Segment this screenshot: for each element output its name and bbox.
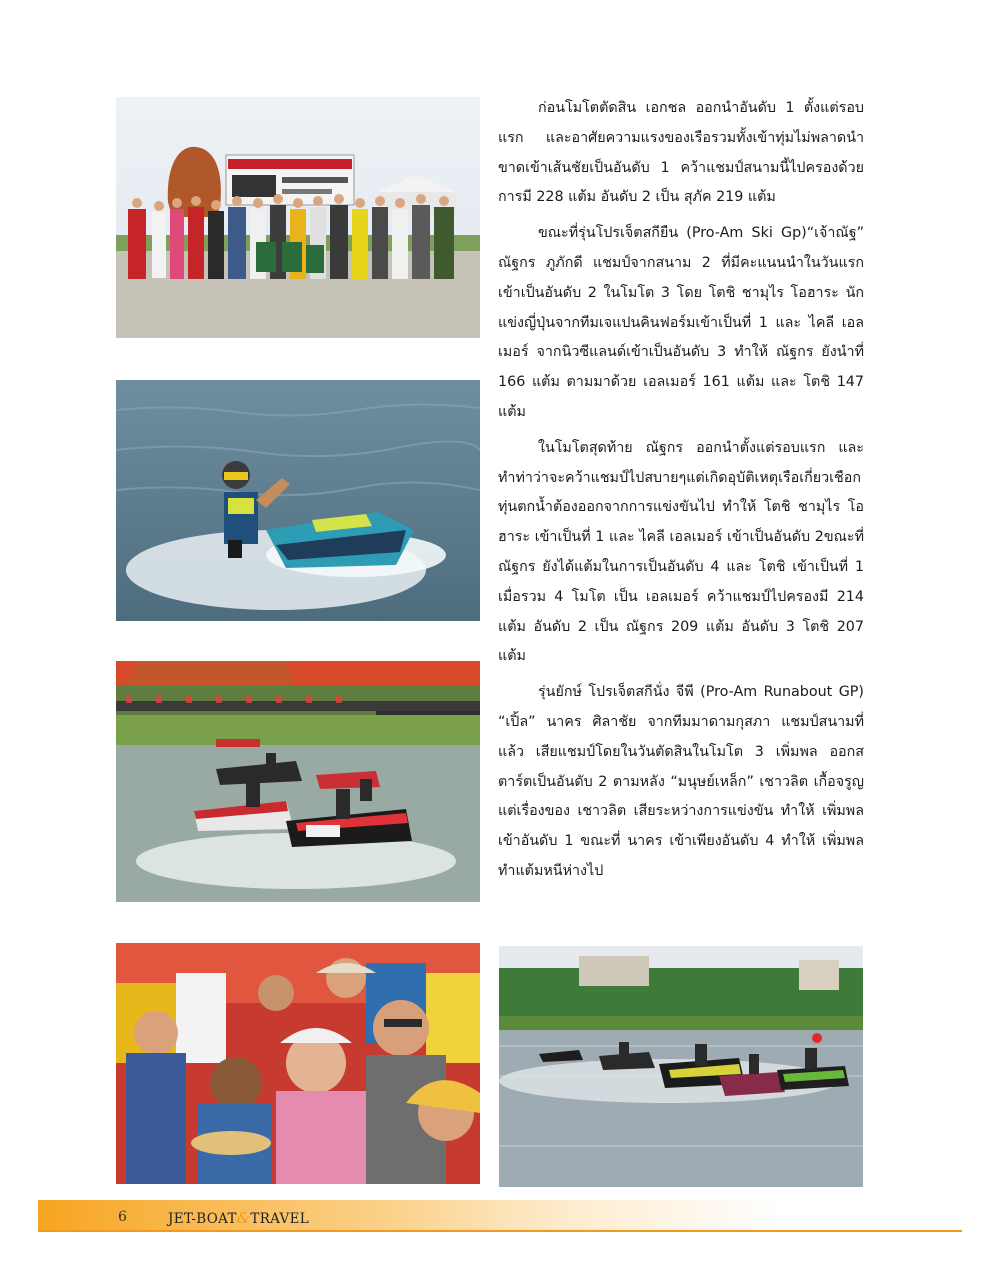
article-paragraph-1: ก่อนโมโตตัดสิน เอกชล ออกนำอันดับ 1 ตั้งแต่รอบแรก และอาศัยความแรงของเรือรวมทั้งเข้าทุ่มไม่พลาดนำขาดเข้าเส้นชัยเป็นอันดับ 1 คว้าแชมป์สนามนี้ไปครองด้วยการมี 228 แต้ม อันดับ 2 เป็น สุภัค 219 แต้ม [498,100,864,206]
crowd-photo [116,943,480,1184]
magazine-brand [168,1209,309,1227]
lake-race-photo [499,946,863,1187]
article-paragraph-4: รุ่นยักษ์ โปรเจ็ตสกีนั่ง จีพี (Pro-Am Runabout GP) “เปิ้ล” นาคร ศิลาชัย จากทีมมาดามกุสภา แชมป์สนามที่แล้ว เสียแชมป์โดยในวันตัดสินในโมโต 3 เพิ่มพล ออกสตาร์ตเป็นอันดับ 2 ตามหลัง “มนุษย์เหล็ก” เชาวลิต เกื้อจรูญ แต่เรื่องของ เชาวลิต เสียระหว่างการแข่งขัน ทำให้ เพิ่มพล เข้าอันดับ 1 ขณะที่ นาคร เข้าเพียงอันดับ 4 ทำให้ เพิ่มพล ทำแต้มหนีห่างไป [498,684,864,879]
jetski-rider-photo [116,380,480,621]
race-photo [116,661,480,902]
brand-left: JET-BOAT [168,1211,237,1227]
footer-rule [38,1230,962,1232]
article-paragraph-2: ขณะที่รุ่นโปรเจ็ตสกียืน (Pro-Am Ski Gp)“เจ้าณัฐ” ณัฐกร ภูภักดี แชมป์จากสนาม 2 ที่มีคะแนนนำในวันแรก เข้าเป็นอันดับ 2 ในโมโต 3 โดย โตชิ ชามุไร โอฮาระ นักแข่งญี่ปุ่นจากทีมเจแปนคินฟอร์มเข้าเป็นที่ 1 และ ไคลี เอลเมอร์ จากนิวซีแลนด์เข้าเป็นอันดับ 3 ทำให้ ณัฐกร ยังนำที่ 166 แต้ม ตามมาด้วย เอลเมอร์ 161 แต้ม และ โตชิ 147 แต้ม [498,225,864,420]
group-photo [116,97,480,338]
page-number: 6 [118,1209,127,1225]
brand-ampersand: & [236,1209,251,1227]
brand-right: TRAVEL [250,1211,310,1227]
article-paragraph-3: ในโมโตสุดท้าย ณัฐกร ออกนำตั้งแต่รอบแรก และทำท่าว่าจะคว้าแชมป์ไปสบายๆแต่เกิดอุบัติเหตุเรือเกี่ยวเชือกทุ่นตกน้ำต้องออกจากการแข่งขันไป ทำให้ โตชิ ชามุไร โอฮาระ เข้าเป็นที่ 1 และ ไคลี เอลเมอร์ เข้าเป็นอันดับ 2ขณะที่ ณัฐกร ยังได้แต้มในการเป็นอันดับ 4 และ โตชิ เข้าเป็นที่ 1 เมื่อรวม 4 โมโต เป็น เอลเมอร์ คว้าแชมป์ไปครองมี 214 แต้ม อันดับ 2 เป็น ณัฐกร 209 แต้ม อันดับ 3 โตชิ 207 แต้ม [498,439,864,665]
article-body [498,94,864,893]
